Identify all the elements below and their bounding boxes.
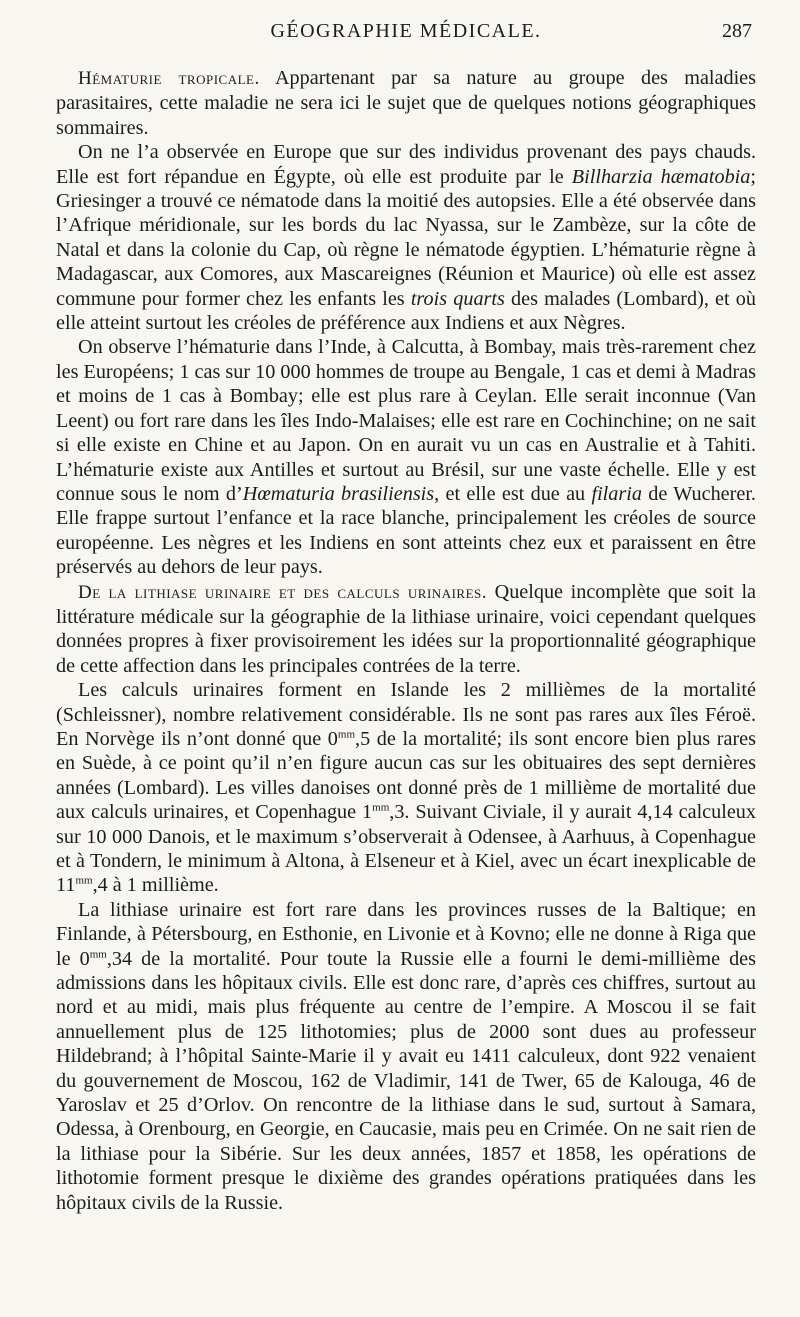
unit-superscript: mm bbox=[372, 801, 390, 814]
text-run: ,34 de la mortalité. Pour toute la Russie elle a fourni le demi-millième des admissions dans les hôpitaux civils. Elle est donc rare, d’après ces chiffres, surtout au nord et au midi, mais plus fréquente au centre de l’empire. A Moscou il se fait annuellement plus de 125 lithotomies; plus de 2000 sont dues au professeur Hildebrand; à l’hôpital Sainte-Marie il y avait eu 1411 calculeux, dont 922 venaient du gouvernement de Moscou, 162 de Vladimir, 141 de Twer, 65 de Kalouga, 46 de Yaroslav et 25 d’Orlov. On rencontre de la lithiase dans le sud, surtout à Samara, Odessa, à Orenbourg, en Georgie, en Caucasie, mais peu en Crimée. On ne sait rien de la lithiase pour la Sibérie. Sur les deux années, 1857 et 1858, les opérations de lithotomie forment presque le dixième des grandes opérations pratiquées dans les hôpitaux civils de la Russie. bbox=[56, 947, 756, 1214]
paragraph-lithiase-intro bbox=[56, 580, 756, 679]
text-run: ; Griesinger a trouvé ce nématode dans la moitié des autopsies. Elle a été observée dans l’Afrique méridionale, sur les bords du lac Nyassa, sur le Zambèze, sur la côte de Natal et dans la colonie du Cap, où règne le nématode égyptien. L’hématurie règne à Madagascar, aux Comores, aux Mascareignes (Réunion et Maurice) où elle est assez commune pour former chez les enfants les bbox=[56, 165, 756, 310]
text-run: On observe l’hématurie dans l’Inde, à Calcutta, à Bombay, mais très-rarement chez les Européens; 1 cas sur 10 000 hommes de troupe au Bengale, 1 cas et demi à Madras et moins de 1 cas à Bombay; elle est plus rare à Ceylan. Elle serait inconnue (Van Leent) ou fort rare dans les îles Indo-Malaises; elle est rare en Cochinchine; on ne sait si elle existe en Chine et au Japon. On en aurait vu un cas en Australie et à Tahiti. L’hématurie existe aux Antilles et surtout au Brésil, sur une vaste échelle. Elle y est connue sous le nom d’ bbox=[56, 336, 756, 505]
page-number: 287 bbox=[722, 20, 752, 42]
text-run: On ne l’a observée en Europe que sur des individus provenant des pays chauds. Elle est fort répandue en Égypte, où elle est produite par le bbox=[56, 141, 756, 188]
italic-term: trois quarts bbox=[410, 287, 505, 310]
text-run: des malades (Lombard), et où elle atteint surtout les créoles de préférence aux Indiens et aux Nègres. bbox=[56, 287, 756, 335]
text-run: ,3. Suivant Civiale, il y aurait 4,14 calculeux sur 10 000 Danois, et le maximum s’observerait à Odensee, à Aarhuus, à Copenhague et à Tondern, le minimum à Altona, à Elseneur et à Kiel, avec un écart inexplicable de 11 bbox=[56, 801, 756, 897]
italic-term: Hœmaturia brasiliensis bbox=[242, 482, 435, 505]
page-title: GÉOGRAPHIE MÉDICALE. bbox=[270, 20, 542, 42]
unit-superscript: mm bbox=[89, 947, 107, 960]
text-run: ,5 de la mortalité; ils sont encore bien plus rares en Suède, à ce point qu’il n’en figure aucun cas sur les obituaires des sept dernières années (Lombard). Les villes danoises ont donné près de 1 millième de mortalité due aux calculs urinaires, et Copenhague 1 bbox=[56, 727, 756, 824]
text-run: La lithiase urinaire est fort rare dans les provinces russes de la Baltique; en Finlande, à Pétersbourg, en Esthonie, en Livonie et à Kovno; elle ne donne à Riga que le 0 bbox=[56, 898, 756, 970]
paragraph-islande-danemark bbox=[56, 678, 756, 898]
section-heading-hematurie: Hématurie tropicale. bbox=[78, 68, 260, 89]
section-heading-lithiase: De la lithiase urinaire et des calculs urinaires. bbox=[78, 581, 488, 603]
paragraph-text: Quelque incomplète que soit la littérature médicale sur la géographie de la lithiase urinaire, voici cependant quelques données propres à fixer provisoirement les idées sur la proportionnalité géographique de cette affection dans les principales contrées de la terre. bbox=[56, 580, 757, 677]
italic-term: Billharzia hæmatobia bbox=[571, 165, 751, 188]
text-run: ,4 à 1 millième. bbox=[92, 874, 219, 897]
paragraph-text: Appartenant par sa nature au groupe des maladies parasitaires, cette maladie ne sera ici le sujet que de quelques notions géographiques sommaires. bbox=[56, 67, 756, 139]
paragraph-inde-bresil bbox=[56, 335, 756, 579]
running-head bbox=[56, 18, 756, 48]
text-run: Les calculs urinaires forment en Islande les 2 millièmes de la mortalité (Schleissner), nombre relativement considérable. Ils ne sont pas rares aux îles Féroë. En Norvège ils n’ont donné que 0 bbox=[56, 679, 756, 750]
italic-term: filaria bbox=[591, 482, 642, 505]
paragraph-hematurie-tropicale bbox=[56, 66, 756, 140]
body-text bbox=[56, 66, 756, 1215]
paragraph-russie bbox=[56, 898, 756, 1215]
unit-superscript: mm bbox=[75, 874, 93, 887]
paragraph-europe-egypte bbox=[56, 140, 756, 335]
unit-superscript: mm bbox=[337, 728, 356, 741]
text-run: de Wucherer. Elle frappe surtout l’enfance et la race blanche, principalement les créoles de source européenne. Les nègres et les Indiens en sont atteints chez eux et paraissent en être préservés au dehors de leur pays. bbox=[56, 482, 756, 579]
text-run: , et elle est due au bbox=[434, 482, 592, 505]
